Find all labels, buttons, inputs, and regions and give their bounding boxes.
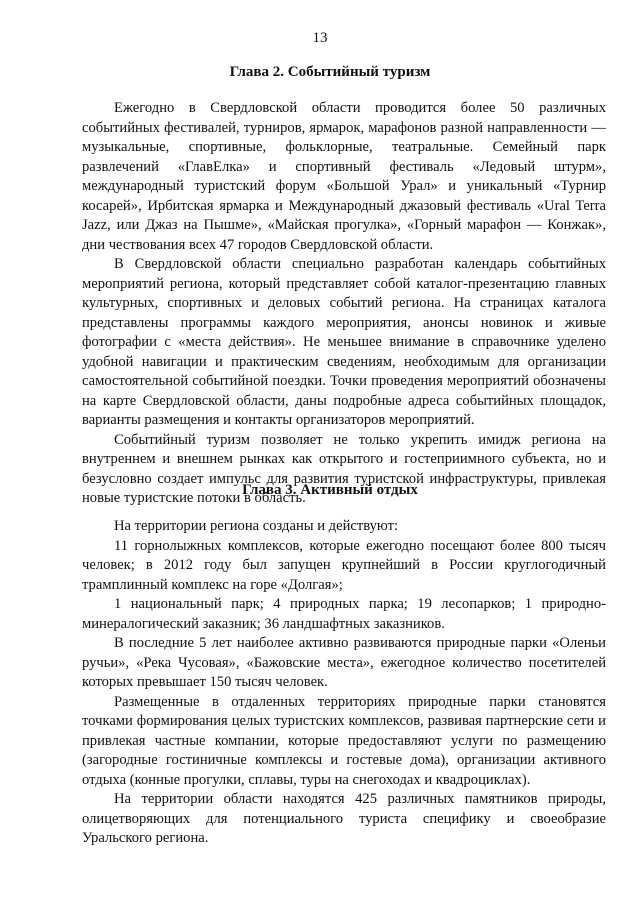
chapter-3-heading: Глава 3. Активный отдых xyxy=(242,482,418,498)
chapter-2-heading: Глава 2. Событийный туризм xyxy=(229,64,431,80)
chapter-2-body xyxy=(82,99,606,509)
page-number: 13 xyxy=(312,30,328,46)
chapter-2-paragraph-2: В Свердловской области специально разработан календарь событийных мероприятий региона, который представляет собой каталог-презентацию главных культурных, спортивных и деловых событий региона. На страницах каталога представлены программы каждого мероприятия, анонсы новинок и живые фотографии с «места действия». Не меньшее внимание в справочнике уделено удобной навигации и практическим сведениям, необходимым для организации самостоятельной событийной поездки. Точки проведения мероприятий обозначены на карте Свердловской области, даны подробные адреса событийных площадок, варианты размещения и контакты организаторов мероприятий. xyxy=(82,256,606,428)
chapter-3-paragraph-1: На территории региона созданы и действуют: xyxy=(114,518,399,534)
chapter-3-paragraph-4: В последние 5 лет наиболее активно развиваются природные парки «Оленьи ручьи», «Река Чусовая», «Бажовские места», ежегодное количество посетителей которых превышает 150 тысяч человек. xyxy=(82,635,606,690)
chapter-2-paragraph-1: Ежегодно в Свердловской области проводится более 50 различных событийных фестивалей, турниров, ярмарок, марафонов разной направленности — музыкальные, спортивные, фольклорные, театральные. Семейный парк развлечений «ГлавЕлка» и спортивный фестиваль «Ледовый штурм», международный туристский форум «Большой Урал» и уникальный «Турнир косарей», Ирбитская ярмарка и Международный джазовый фестиваль «Ural Terra Jazz, или Джаз на Пышме», «Майская прогулка», «Горный марафон — Конжак», дни чествования всех 47 городов Свердловской области. xyxy=(82,100,606,253)
chapter-3-paragraph-3: 1 национальный парк; 4 природных парка; 19 лесопарков; 1 природно-минералогический заказник; 36 ландшафтных заказников. xyxy=(82,596,606,632)
chapter-3-body xyxy=(82,517,606,849)
chapter-2-paragraph-3: Событийный туризм позволяет не только укрепить имидж региона на внутреннем и внешнем рынках как открытого и гостеприимного субъекта, но и безусловно создает импульс для развития туристской инфраструктуры, привлекая новые туристские потоки в область. xyxy=(82,431,606,506)
chapter-3-paragraph-6: На территории области находятся 425 различных памятников природы, олицетворяющих для потенциального туриста специфику и своеобразие Уральского региона. xyxy=(82,791,606,846)
chapter-3-paragraph-5: Размещенные в отдаленных территориях природные парки становятся точками формирования целых туристских комплексов, развивая партнерские сети и привлекая частные компании, которые предоставляют услуги по размещению (загородные гостиничные комплексы и гостевые дома), организации активного отдыха (конные прогулки, сплавы, туры на снегоходах и квадроциклах). xyxy=(82,693,606,788)
chapter-3-paragraph-2: 11 горнолыжных комплексов, которые ежегодно посещают более 800 тысяч человек; в 2012 году был запущен крупнейший в России круглогодичный трамплинный комплекс на горе «Долгая»; xyxy=(82,537,606,593)
